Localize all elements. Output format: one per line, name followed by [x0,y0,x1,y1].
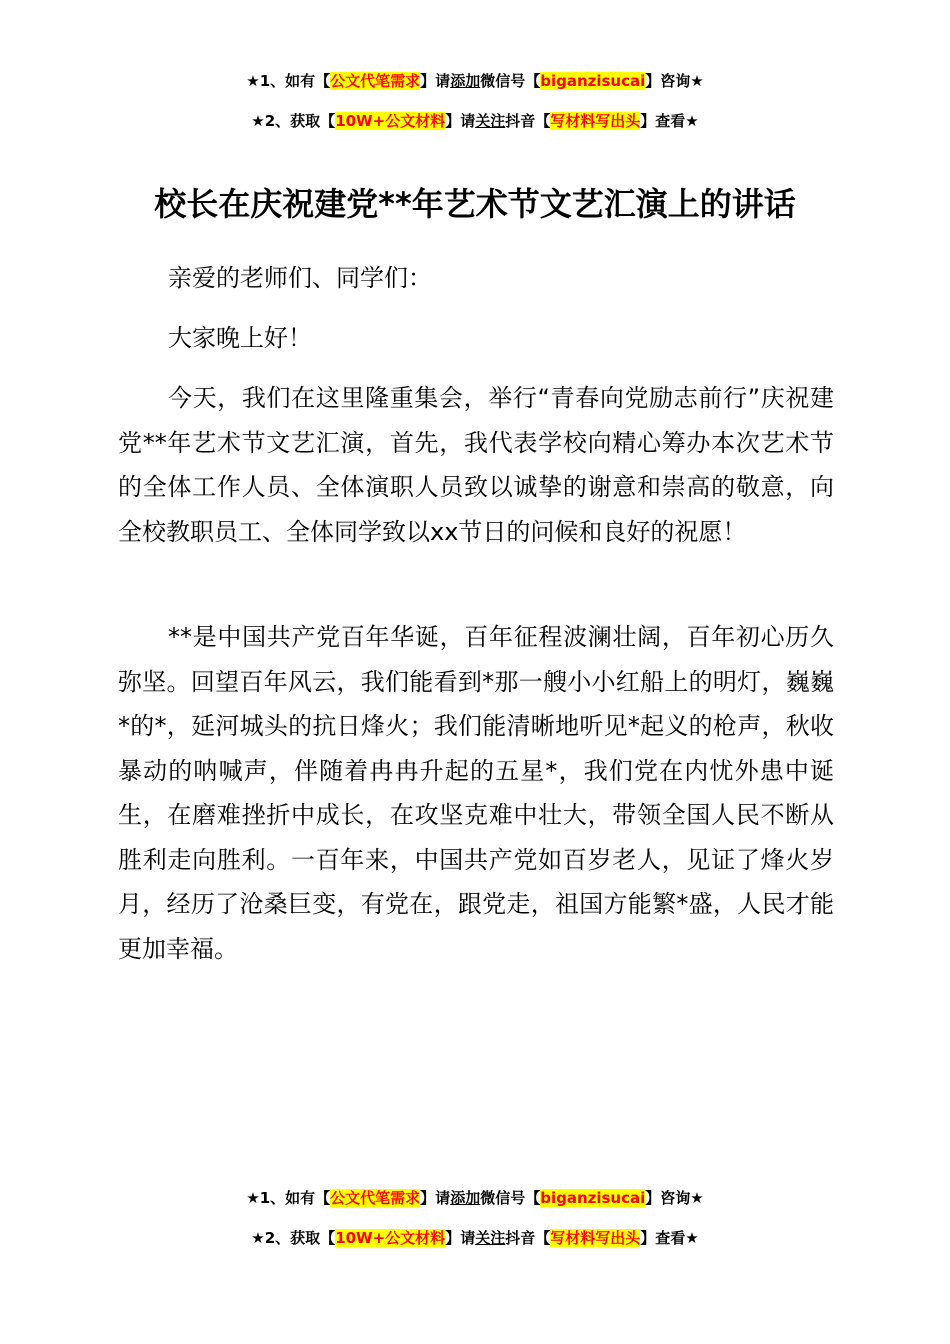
banner-text: ★2、获取【 [251,112,336,130]
body-paragraph: 今天，我们在这里隆重集会，举行“青春向党励志前行”庆祝建党**年艺术节文艺汇演，首先，我代表学校向精心筹办本次艺术节的全体工作人员、全体演职人员致以诚挚的谢意和崇高的敬意，向全校教职员工、全体同学致以xx节日的问候和良好的祝愿！ [118,384,834,546]
banner-underline: 添加 [450,72,481,90]
banner-text: 抖音【 [505,1229,551,1247]
greeting: 大家晚上好！ [168,324,312,352]
banner-text: 】请 [445,112,476,130]
banner-highlight: 写材料写出头 [550,1229,641,1247]
banner-text: 抖音【 [505,112,551,130]
banner-highlight: biganzisucai [540,1189,646,1207]
banner-highlight: 公文代笔需求 [330,1189,421,1207]
banner-text: 】查看★ [640,112,699,130]
banner-text: 微信号【 [480,1189,541,1207]
banner-text: 】查看★ [640,1229,699,1247]
banner-text: ★1、如有【 [246,1189,331,1207]
top-banner-line-2 [0,110,950,132]
body-paragraph: **是中国共产党百年华诞，百年征程波澜壮阔，百年初心历久弥坚。回望百年风云，我们能看到*那一艘小小红船上的明灯，巍巍*的*，延河城头的抗日烽火；我们能清晰地听见*起义的枪声，秋收暴动的呐喊声，伴随着冉冉升起的五星*，我们党在内忧外患中诞生，在磨难挫折中成长，在攻坚克难中壮大，带领全国人民不断从胜利走向胜利。一百年来，中国共产党如百岁老人，见证了烽火岁月，经历了沧桑巨变，有党在，跟党走，祖国方能繁*盛，人民才能更加幸福。 [118,623,834,963]
banner-highlight: 10W+公文材料 [335,1229,446,1247]
banner-text: 】请 [420,1189,451,1207]
banner-text: ★2、获取【 [251,1229,336,1247]
banner-highlight: 10W+公文材料 [335,112,446,130]
bottom-banner-line-1 [0,1187,950,1209]
banner-text: 微信号【 [480,72,541,90]
document-title: 校长在庆祝建党**年艺术节文艺汇演上的讲话 [154,185,796,223]
banner-underline: 关注 [475,1229,506,1247]
salutation: 亲爱的老师们、同学们： [168,264,432,292]
banner-text: 】请 [420,72,451,90]
bottom-banner-line-2 [0,1227,950,1249]
banner-text: 】咨询★ [645,72,704,90]
banner-underline: 关注 [475,112,506,130]
banner-text: ★1、如有【 [246,72,331,90]
banner-underline: 添加 [450,1189,481,1207]
banner-text: 】请 [445,1229,476,1247]
top-banner-line-1 [0,70,950,92]
banner-highlight: 公文代笔需求 [330,72,421,90]
banner-highlight: 写材料写出头 [550,112,641,130]
banner-text: 】咨询★ [645,1189,704,1207]
banner-highlight: biganzisucai [540,72,646,90]
